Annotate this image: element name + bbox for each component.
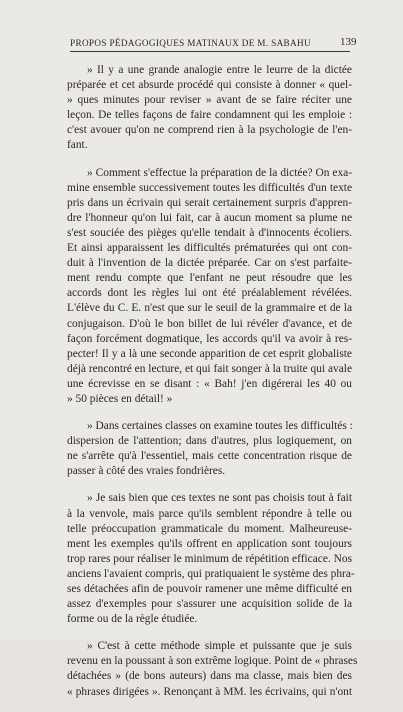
text-line: c'est avouer qu'on ne comprend rien à la psychologie de l'en- (67, 124, 352, 137)
text-line: « phrases dirigées ». Renonçant à MM. les écrivains, qui n'ont (67, 685, 352, 698)
text-line: ment les exemples qu'ils offrent en application sont toujours (67, 537, 352, 550)
text-line: telle préoccupation grammaticale du moment. Malheureuse- (67, 522, 352, 535)
running-header (70, 36, 357, 52)
text-line: dre l'honneur qu'on lui fait, car à aucun moment sa plume ne (67, 211, 352, 224)
text-line: » Comment s'effectue la préparation de la dictée? On exa- (87, 166, 352, 179)
paragraph (67, 166, 352, 408)
text-line: leçon. De telles façons de faire condamnent qui les emploie : (67, 109, 352, 122)
text-line: fant. (67, 139, 88, 152)
paragraph (67, 491, 355, 627)
text-line: forme ou de la règle étudiée. (67, 613, 198, 626)
text-line: pris dans un écrivain qui serait certainement surpris d'appren- (67, 196, 352, 209)
text-line: » ques minutes pour reviser » avant de se faire réciter une (67, 94, 352, 107)
paragraph (67, 419, 352, 479)
text-line: accords dont les règles lui ont été préalablement révélées. (67, 287, 352, 300)
text-line: L'élève du C. E. n'est que sur le seuil de la grammaire et de la (67, 302, 352, 315)
text-line: Et ainsi apparaissent les difficultés prématurées qui ont con- (67, 242, 352, 255)
text-line: à la venvole, mais parce qu'ils semblent répondre à telle ou (67, 507, 352, 520)
text-line: une écrevisse en se disant : « Bah! j'en digérerai les 40 ou (67, 377, 352, 390)
page-body (67, 63, 358, 712)
text-line: » Il y a une grande analogie entre le leurre de la dictée (87, 64, 352, 76)
text-line: anciens l'avaient compris, qui pratiquaient le système des phra- (67, 567, 355, 580)
text-line: détachées » (de bons auteurs) dans ma classe, mais bien des (67, 670, 352, 683)
text-line: trop rares pour réaliser le minimum de répétition efficace. Nos (67, 552, 352, 565)
text-line: revenu en la poussant à son extrême logique. Point de « phrases (67, 655, 358, 668)
text-line: » C'est à cette méthode simple et puissante que je suis (87, 640, 352, 653)
text-line: passer à côté des vraies fondrières. (67, 465, 226, 478)
text-line: dispersion de l'attention; dans d'autres, plus logiquement, on (67, 435, 352, 448)
text-line: ses détachées afin de pouvoir ramener une même difficulté en (67, 583, 352, 595)
paragraph (67, 63, 352, 154)
text-line: préparée et cet absurde procédé qui consiste à donner « quel- (67, 79, 352, 92)
page-number: 139 (340, 36, 357, 48)
text-line: assez d'exemples pour s'assurer une acquisition solide de la (67, 598, 352, 611)
paragraph (67, 639, 358, 699)
text-line: ment rendu compte que l'enfant ne peut résoudre que les (67, 272, 352, 285)
text-line: » Je sais bien que ces textes ne sont pas choisis tout à fait (87, 492, 352, 505)
text-line: déjà rencontré en lecture, et qui fait songer à la truite qui avale (67, 362, 352, 375)
running-title: PROPOS PÉDAGOGIQUES MATINAUX DE M. SABAHU (70, 38, 311, 48)
text-line: mine ensemble successivement toutes les difficultés d'un texte (67, 181, 352, 194)
text-line: conjugaison. D'où le bon billet de lui révéler d'avance, et de (67, 317, 352, 330)
text-line: pecter! Il y a là une seconde apparition de cet esprit globaliste (67, 347, 352, 360)
text-line: » 50 pièces en détail! » (67, 392, 173, 405)
text-line: façon forcément dogmatique, les accords qu'il va avoir à res- (67, 332, 352, 345)
text-line: duit à l'invention de la dictée préparée. Car on s'est parfaite- (67, 257, 352, 270)
text-line: s'est souciée des pièges qu'elle tendait à d'innocents écoliers. (67, 226, 352, 239)
text-line: ne s'arrête qu'à l'essentiel, mais cette concentration risque de (67, 450, 352, 463)
text-line: » Dans certaines classes on examine toutes les difficultés : (87, 420, 353, 433)
